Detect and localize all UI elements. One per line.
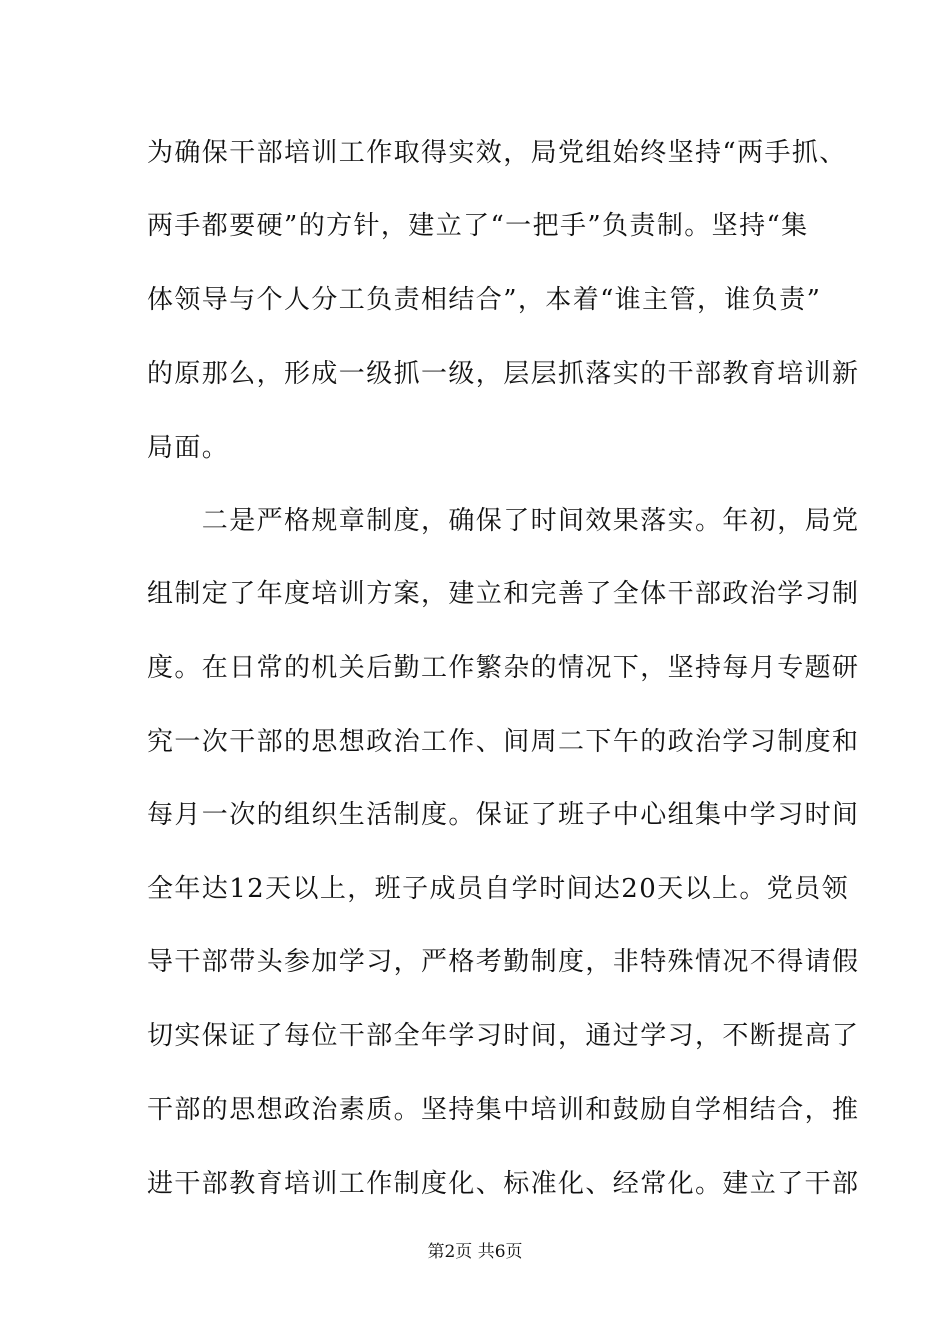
body-text-line: 究一次干部的思想政治工作、间周二下午的政治学习制度和 — [147, 727, 860, 757]
body-text-line: 局面。 — [147, 433, 230, 463]
body-text-line: 每月一次的组织生活制度。保证了班子中心组集中学习时间 — [147, 800, 860, 830]
body-text-line: 二是严格规章制度，确保了时间效果落实。年初，局党 — [147, 506, 860, 536]
body-text-line: 组制定了年度培训方案，建立和完善了全体干部政治学习制 — [147, 579, 860, 609]
body-text-line: 导干部带头参加学习，严格考勤制度，非特殊情况不得请假 — [147, 947, 860, 977]
body-text-line: 度。在日常的机关后勤工作繁杂的情况下，坚持每月专题研 — [147, 653, 860, 683]
body-text-line: 为确保干部培训工作取得实效，局党组始终坚持“两手抓、 — [147, 138, 847, 168]
body-text-line: 体领导与个人分工负责相结合”，本着“谁主管，谁负责” — [147, 285, 822, 315]
body-text-line: 干部的思想政治素质。坚持集中培训和鼓励自学相结合，推 — [147, 1095, 860, 1125]
body-text-line: 两手都要硬”的方针，建立了“一把手”负责制。坚持“集 — [147, 211, 809, 241]
body-text-line: 全年达12天以上，班子成员自学时间达20天以上。党员领 — [147, 874, 849, 904]
body-text-line: 切实保证了每位干部全年学习时间，通过学习，不断提高了 — [147, 1021, 860, 1051]
body-text-line: 的原那么，形成一级抓一级，层层抓落实的干部教育培训新 — [147, 359, 860, 389]
page-footer: 第2页 共6页 — [427, 1242, 523, 1262]
body-text-line: 进干部教育培训工作制度化、标准化、经常化。建立了干部 — [147, 1169, 860, 1199]
